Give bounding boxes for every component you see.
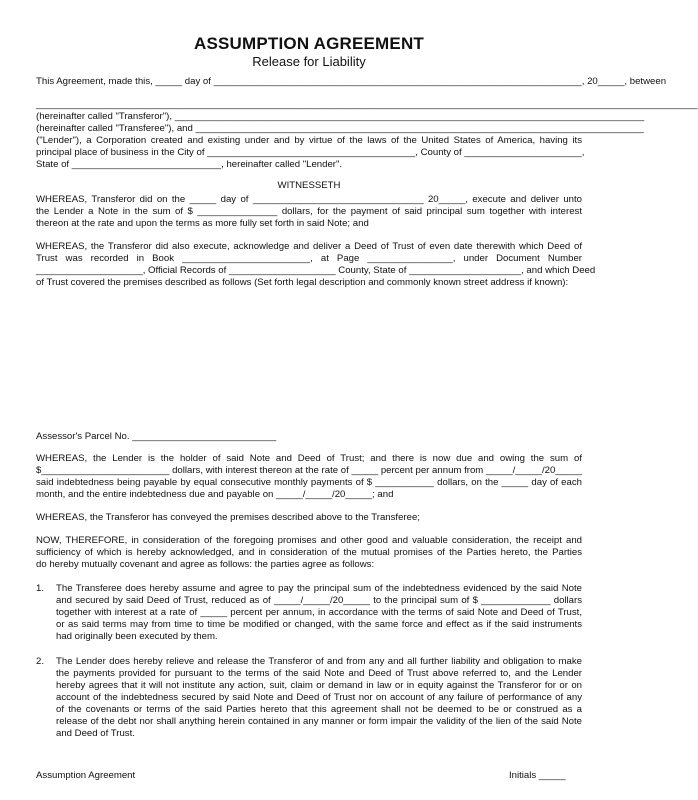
item-2-line: of the covenants or terms of the said Parties hereto that this agreement shall not be deemed to be or construed as a (56, 704, 582, 715)
whereas-deed-line-3: ____________________, Official Records of ____________________ County, State of _____________________, and which Deed (36, 265, 596, 276)
whereas-deed-line-1: WHEREAS, the Transferor did also execute, acknowledge and deliver a Deed of Trust of even date therewith which Deed of (36, 241, 582, 252)
now-therefore-line-1: NOW, THEREFORE, in consideration of the foregoing promises and other good and valuable consideration, the receipt and (36, 535, 582, 546)
party-blank-line: ____________________________________________________________________________________________________________________________ (36, 99, 698, 110)
document-subtitle: Release for Liability (252, 54, 366, 69)
item-2-number: 2. (36, 656, 45, 667)
transferor-line: (hereinafter called "Transferor"), ________________________________________________________________________________________ (36, 111, 645, 122)
whereas-holder-line-1: WHEREAS, the Lender is the holder of said Note and Deed of Trust; and there is now due and owing the sum of (36, 453, 582, 464)
state-line: State of ____________________________, hereinafter called "Lender". (36, 159, 343, 170)
assessor-parcel-line: Assessor's Parcel No. ___________________________ (36, 431, 277, 442)
item-1-line: together with interest at a rate of _____ percent per annum, in accordance with the terms of said Note and Deed of Trust, (56, 607, 582, 618)
item-1-line: had originally been executed by them. (56, 631, 218, 642)
now-therefore-line-3: do hereby mutually covenant and agree as follows: the parties agree as follows: (36, 559, 375, 570)
item-2-line: The Lender does hereby relieve and release the Transferor of and from any and all further liability and obligation to make (56, 656, 582, 667)
item-1-number: 1. (36, 583, 45, 594)
item-1-line: and secured by said Deed of Trust, reduced as of _____/_____/20_____ to the principal sum of $ _____________ dollars (56, 595, 582, 606)
item-2-line: hereby agrees that it will not institute any action, suit, claim or demand in law or in equity against the Transferor for or on (56, 680, 582, 691)
item-2-line: account of the indebtedness secured by said Note and Deed of Trust nor on account of any failure of performance of any (56, 692, 582, 703)
lender-line: ("Lender"), a Corporation created and existing under and by virtue of the laws of the United States of America, having its (36, 135, 582, 146)
whereas-conveyed-line: WHEREAS, the Transferor has conveyed the premises described above to the Transferee; (36, 512, 420, 523)
item-2-line: and Deed of Trust. (56, 728, 135, 739)
whereas-deed-line-4: of Trust covered the premises described as follows (Set forth legal description and commonly known street address if known): (36, 277, 569, 288)
city-county-line: principal place of business in the City of _______________________________________, County of ______________________, (36, 147, 585, 158)
item-1-line: or as said terms may from time to time be modified or changed, with the same force and effect as if the said instruments (56, 619, 582, 630)
now-therefore-line-2: sufficiency of which is hereby acknowledged, and in consideration of the mutual promises of the Parties hereto, the Parties (36, 547, 582, 558)
whereas-note-line-1: WHEREAS, Transferor did on the _____ day of ________________________________ 20_____, execute and deliver unto (36, 194, 582, 205)
agreement-date-line: This Agreement, made this, _____ day of _____________________________________________________________________, 20_____, between (36, 76, 667, 87)
footer-initials: Initials _____ (509, 770, 566, 781)
whereas-holder-line-2: $________________________ dollars, with interest thereon at the rate of _____ percent per annum from _____/_____/20_____ (36, 465, 582, 476)
item-2-line: release of the debt nor shall anything herein contained in any manner or form impair the validity of the lien of the said Note (56, 716, 582, 727)
footer-document-name: Assumption Agreement (36, 770, 136, 781)
item-1-line: The Transferee does hereby assume and agree to pay the principal sum of the indebtedness evidenced by the said Note (56, 583, 582, 594)
whereas-note-line-3: thereon at the rate and upon the terms as more fully set forth in said Note; and (36, 218, 369, 229)
item-2-line: the payments provided for pursuant to the terms of the said Note and Deed of Trust above referred to, and the Lender (56, 668, 582, 679)
whereas-deed-line-2: Trust was recorded in Book ________________________, at Page ________________, under Document Number (36, 253, 582, 264)
whereas-holder-line-4: month, and the entire indebtedness due and payable on _____/_____/20_____; and (36, 489, 394, 500)
transferee-line: (hereinafter called "Transferee"), and ____________________________________________________________________________________ (36, 123, 644, 134)
whereas-holder-line-3: said indebtedness being payable by equal consecutive monthly payments of $ ___________ dollars, on the _____ day of each (36, 477, 582, 488)
whereas-note-line-2: the Lender a Note in the sum of $ _______________ dollars, for the payment of said principal sum together with interest (36, 206, 582, 217)
witnesseth-heading: WITNESSETH (277, 180, 341, 191)
document-title: ASSUMPTION AGREEMENT (193, 34, 425, 53)
